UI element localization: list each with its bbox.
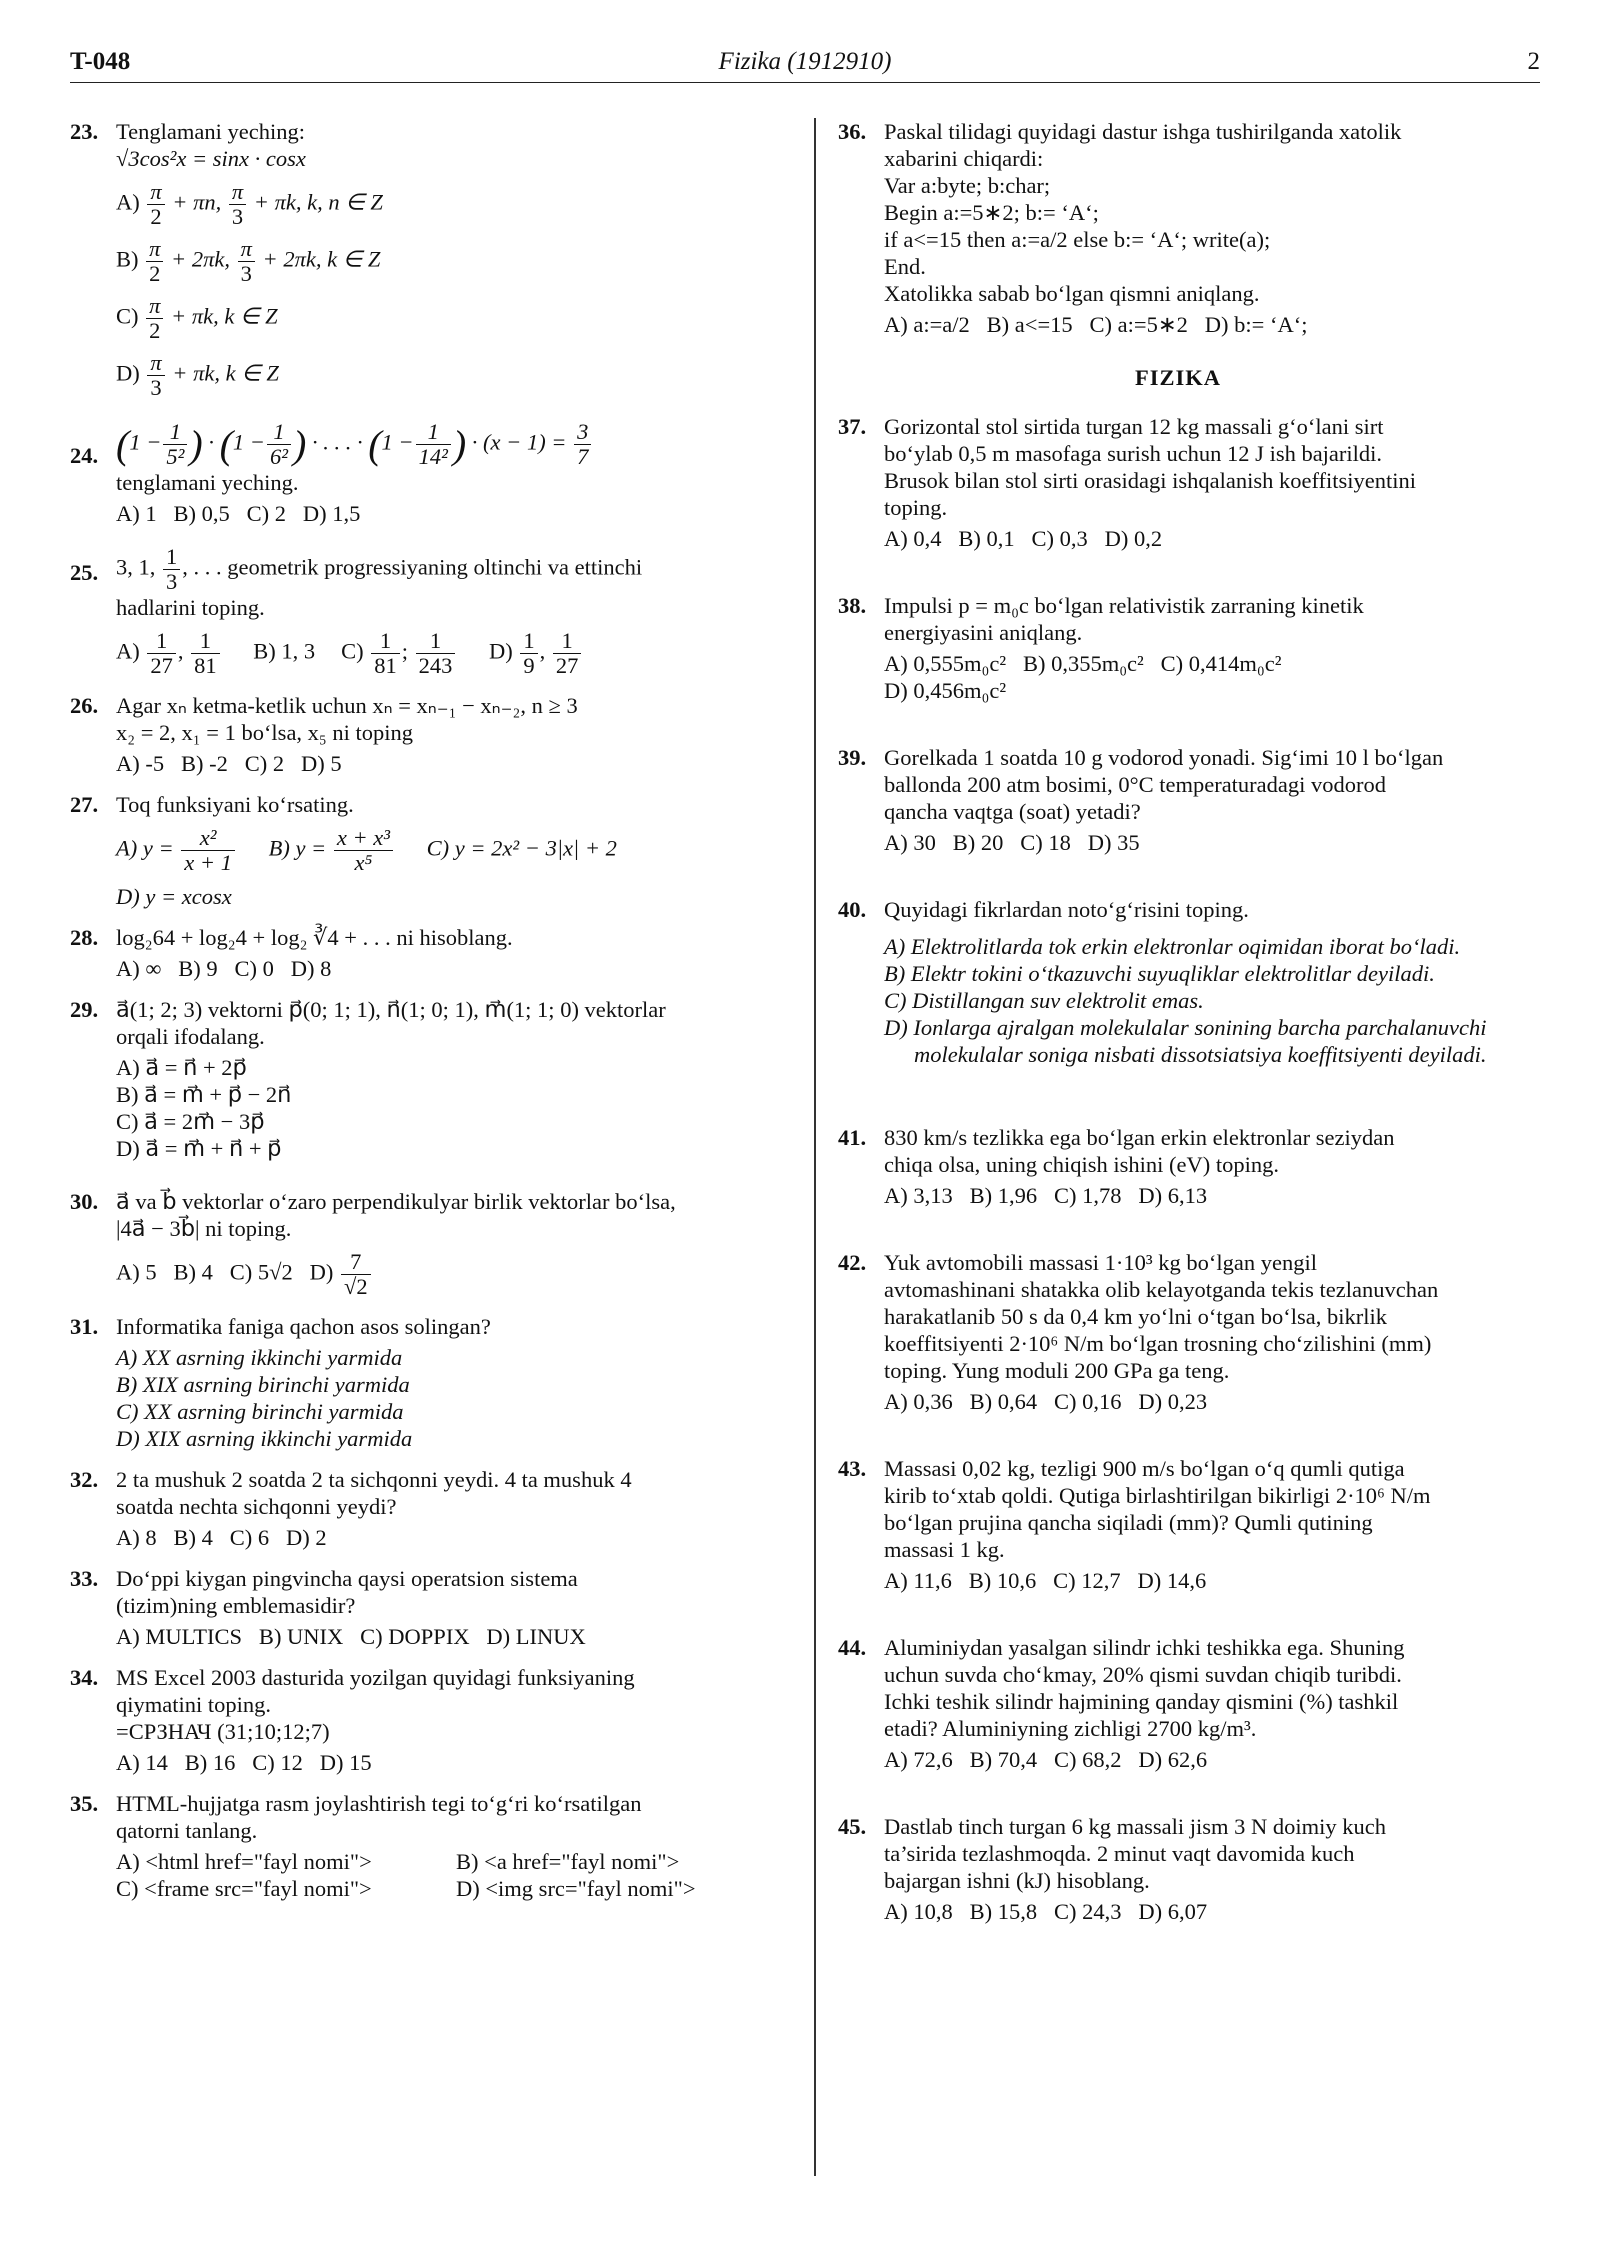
- question-39: 39. Gorelkada 1 soatda 10 g vodorod yonadi. Sig‘imi 10 l bo‘lgan ballonda 200 atm bosimi, 0°C temperaturadagi vodorod qancha vaqtga (soat) yetadi? A) 30 B) 20 C) 18 D) 35: [838, 744, 1518, 856]
- subject-title: Fizika (1912910): [718, 48, 892, 75]
- question-number: 23.: [70, 119, 99, 144]
- options[interactable]: A) MULTICS B) UNIX C) DOPPIX D) LINUX: [116, 1624, 586, 1649]
- right-column: [838, 118, 1518, 1939]
- column-divider: [814, 118, 816, 2176]
- question-30: 30. a⃗ va b⃗ vektorlar o‘zaro perpendikulyar birlik vektorlar bo‘lsa, |4a⃗ − 3b⃗| ni toping. A) 5 B) 4 C) 5√2 D) $\frac{7}{√2}$: [70, 1188, 780, 1299]
- left-column: [70, 118, 780, 1916]
- question-25: 25. 3, 1, $\frac{1}{3}$ , . . . geometrik progressiyaning oltinchi va ettinchi hadlarini toping. A) $\frac{1}{27}$ , $\frac{1}{81}$ B) 1, 3 C) $\frac{1}{81}$ ; $\frac{1}{243}$ D) $\frac{1}{9}$ , $\frac{1}{27}$: [70, 545, 780, 678]
- options[interactable]: A) 5 B) 4 C) 5√2 D) $\frac{7}{√2}$: [116, 1250, 780, 1299]
- question-number: 42.: [838, 1250, 867, 1275]
- question-38: 38. Impulsi p = m₀c bo‘lgan relativistik zarraning kinetik energiyasini aniqlang. A) 0,555m₀c² B) 0,355m₀c² C) 0,414m₀c² D) 0,456m₀c²: [838, 592, 1518, 704]
- options[interactable]: A) 11,6 B) 10,6 C) 12,7 D) 14,6: [884, 1568, 1207, 1593]
- question-number: 35.: [70, 1791, 99, 1816]
- question-number: 28.: [70, 925, 99, 950]
- test-code: T-048: [70, 48, 131, 75]
- question-number: 30.: [70, 1189, 99, 1214]
- option-c[interactable]: C) <frame src="fayl nomi">: [116, 1876, 372, 1901]
- options[interactable]: A) 0,36 B) 0,64 C) 0,16 D) 0,23: [884, 1389, 1208, 1414]
- question-27: 27. Toq funksiyani ko‘rsating. A) y = $\frac{\text{x²}}{x + 1}$ B) y = $\frac{\text{x + x³}}{\text{x⁵}}$ C) y = 2x² − 3|x| + 2 D) y = xcosx: [70, 791, 780, 910]
- options[interactable]: A) 3,13 B) 1,96 C) 1,78 D) 6,13: [884, 1183, 1208, 1208]
- question-number: 43.: [838, 1456, 867, 1481]
- option-a[interactable]: A) XX asrning ikkinchi yarmida: [116, 1345, 403, 1370]
- question-23: [70, 118, 780, 400]
- question-29: 29. a⃗(1; 2; 3) vektorni p⃗(0; 1; 1), n⃗(1; 0; 1), m⃗(1; 1; 0) vektorlar orqali ifodalang. A) a⃗ = n⃗ + 2p⃗ B) a⃗ = m⃗ + p⃗ − 2n⃗ C) a⃗ = 2m⃗ − 3p⃗ D) a⃗ = m⃗ + n⃗ + p⃗: [70, 996, 780, 1162]
- options[interactable]: A) 30 B) 20 C) 18 D) 35: [884, 830, 1140, 855]
- equation: √3cos²x = sinx · cosx: [116, 146, 306, 171]
- question-44: 44. Aluminiydan yasalgan silindr ichki teshikka ega. Shuning uchun suvda cho‘kmay, 20% qismi suvdan chiqib turibdi. Ichki teshik silindr hajmining qanday qismini (%) tashkil etadi? Aluminiyning zichligi 2700 kg/m³. A) 72,6 B) 70,4 C) 68,2 D) 62,6: [838, 1634, 1518, 1773]
- options-ab[interactable]: A) y = $\frac{\text{x²}}{x + 1}$ B) y = $\frac{\text{x + x³}}{\text{x⁵}}$ C) y = 2x² − 3|x| + 2: [116, 825, 617, 875]
- question-26: 26. Agar xₙ ketma-ketlik uchun xₙ = xₙ₋₁ − xₙ₋₂, n ≥ 3 x₂ = 2, x₁ = 1 bo‘lsa, x₅ ni toping A) -5 B) -2 C) 2 D) 5: [70, 692, 780, 777]
- question-number: 25.: [70, 560, 99, 585]
- question-text: tenglamani yeching.: [116, 470, 299, 495]
- question-number: 39.: [838, 745, 867, 770]
- options[interactable]: A) -5 B) -2 C) 2 D) 5: [116, 751, 342, 776]
- option-d[interactable]: D) $\frac{\pi}{3}$ + πk, k ∈ Z: [116, 350, 279, 400]
- option-d[interactable]: D) <img src="fayl nomi">: [456, 1876, 696, 1901]
- question-number: 38.: [838, 593, 867, 618]
- question-number: 36.: [838, 119, 867, 144]
- option-c[interactable]: C) Distillangan suv elektrolit emas.: [884, 988, 1204, 1013]
- question-36: 36. Paskal tilidagi quyidagi dastur ishga tushirilganda xatolik xabarini chiqardi: Var a:byte; b:char; Begin a:=5∗2; b:= ‘A‘; if a<=15 then a:=a/2 else b:= ‘A‘; write(a); End. Xatolikka sabab bo‘lgan qismni aniqlang. A) a:=a/2 B) a<=15 C) a:=5∗2 D) b:= ‘A‘;: [838, 118, 1518, 338]
- options[interactable]: A) 0,555m₀c² B) 0,355m₀c² C) 0,414m₀c²: [884, 651, 1282, 676]
- option-c[interactable]: C) a⃗ = 2m⃗ − 3p⃗: [116, 1109, 265, 1134]
- question-number: 29.: [70, 997, 99, 1022]
- option-b[interactable]: B) Elektr tokini o‘tkazuvchi suyuqliklar elektrolitlar deyiladi.: [884, 961, 1435, 986]
- page-header: [70, 48, 1540, 83]
- options[interactable]: A) ∞ B) 9 C) 0 D) 8: [116, 956, 332, 981]
- option-d[interactable]: D) 0,456m₀c²: [884, 678, 1007, 703]
- option-b[interactable]: B) $\frac{\pi}{2}$ + 2πk, $\frac{\pi}{3}$ + 2πk, k ∈ Z: [116, 236, 381, 286]
- options[interactable]: A) 72,6 B) 70,4 C) 68,2 D) 62,6: [884, 1747, 1208, 1772]
- options[interactable]: A) 1 B) 0,5 C) 2 D) 1,5: [116, 501, 361, 526]
- option-d[interactable]: D) Ionlarga ajralgan molekulalar sonining barcha parchalanuvchi molekulalar soniga nisbati dissotsiatsiya koeffitsiyenti deyiladi.: [884, 1015, 1487, 1067]
- product-equation: (1 − $\frac{1}{\text{5²}}$ ) · (1 − $\frac{1}{\text{6²}}$ ) · . . . · (1 − $\frac{1}{\text{14²}}$ ) · (x − 1) = $\frac{3}{7}$: [116, 420, 780, 469]
- question-number: 45.: [838, 1814, 867, 1839]
- question-number: 32.: [70, 1467, 99, 1492]
- question-28: 28. log₂64 + log₂4 + log₂ ∛4 + . . . ni hisoblang. A) ∞ B) 9 C) 0 D) 8: [70, 924, 780, 982]
- question-text: Tenglamani yeching:: [116, 119, 305, 144]
- question-45: 45. Dastlab tinch turgan 6 kg massali jism 3 N doimiy kuch ta’sirida tezlashmoqda. 2 minut vaqt davomida kuch bajargan ishni (kJ) hisoblang. A) 10,8 B) 15,8 C) 24,3 D) 6,07: [838, 1813, 1518, 1925]
- question-number: 40.: [838, 897, 867, 922]
- option-c[interactable]: C) $\frac{\pi}{2}$ + πk, k ∈ Z: [116, 293, 278, 343]
- options[interactable]: A) 0,4 B) 0,1 C) 0,3 D) 0,2: [884, 526, 1163, 551]
- question-32: 32. 2 ta mushuk 2 soatda 2 ta sichqonni yeydi. 4 ta mushuk 4 soatda nechta sichqonni yeydi? A) 8 B) 4 C) 6 D) 2: [70, 1466, 780, 1551]
- option-a[interactable]: A) <html href="fayl nomi">: [116, 1849, 372, 1874]
- question-43: 43. Massasi 0,02 kg, tezligi 900 m/s bo‘lgan o‘q qumli qutiga kirib to‘xtab qoldi. Qutiga birlashtirilgan bikirligi 2·10⁶ N/m bo‘lgan prujina qancha siqiladi (mm)? Qumli qutining massasi 1 kg. A) 11,6 B) 10,6 C) 12,7 D) 14,6: [838, 1455, 1518, 1594]
- question-number: 31.: [70, 1314, 99, 1339]
- option-a[interactable]: A) a⃗ = n⃗ + 2p⃗: [116, 1055, 247, 1080]
- question-41: 41. 830 km/s tezlikka ega bo‘lgan erkin elektronlar seziydan chiqa olsa, uning chiqish ishini (eV) toping. A) 3,13 B) 1,96 C) 1,78 D) 6,13: [838, 1124, 1518, 1209]
- option-b[interactable]: B) a⃗ = m⃗ + p⃗ − 2n⃗: [116, 1082, 292, 1107]
- options[interactable]: A) 14 B) 16 C) 12 D) 15: [116, 1750, 372, 1775]
- question-number: 24.: [70, 443, 99, 468]
- page-number: 2: [1527, 48, 1540, 75]
- question-33: 33. Do‘ppi kiygan pingvincha qaysi operatsion sistema (tizim)ning emblemasidir? A) MULTICS B) UNIX C) DOPPIX D) LINUX: [70, 1565, 780, 1650]
- question-number: 27.: [70, 792, 99, 817]
- options[interactable]: A) 10,8 B) 15,8 C) 24,3 D) 6,07: [884, 1899, 1208, 1924]
- question-24: [70, 420, 780, 527]
- question-35: 35. HTML-hujjatga rasm joylashtirish tegi to‘g‘ri ko‘rsatilgan qatorni tanlang. A) <html href="fayl nomi"> B) <a href="fayl nomi"> C) <frame src="fayl nomi"> D) <img src="fayl nomi">: [70, 1791, 696, 1901]
- option-a[interactable]: A) Elektrolitlarda tok erkin elektronlar oqimidan iborat bo‘ladi.: [884, 934, 1461, 959]
- options[interactable]: A) 8 B) 4 C) 6 D) 2: [116, 1525, 327, 1550]
- question-number: 26.: [70, 693, 99, 718]
- question-31: 31. Informatika faniga qachon asos solingan? A) XX asrning ikkinchi yarmida B) XIX asrning birinchi yarmida C) XX asrning birinchi yarmida D) XIX asrning ikkinchi yarmida: [70, 1313, 780, 1452]
- question-37: 37. Gorizontal stol sirtida turgan 12 kg massali g‘o‘lani sirt bo‘ylab 0,5 m masofaga surish uchun 12 J ish bajarildi. Brusok bilan stol sirti orasidagi ishqalanish koeffitsiyentini toping. A) 0,4 B) 0,1 C) 0,3 D) 0,2: [838, 413, 1518, 552]
- options[interactable]: A) $\frac{1}{27}$ , $\frac{1}{81}$ B) 1, 3 C) $\frac{1}{81}$ ; $\frac{1}{243}$ D) $\frac{1}{9}$ , $\frac{1}{27}$: [116, 629, 780, 678]
- option-a[interactable]: A) $\frac{\pi}{2}$ + πn, $\frac{\pi}{3}$ + πk, k, n ∈ Z: [116, 179, 383, 229]
- option-b[interactable]: B) <a href="fayl nomi">: [456, 1849, 680, 1874]
- section-title: FIZIKA: [1134, 365, 1221, 390]
- question-40: 40. Quyidagi fikrlardan noto‘g‘risini toping. A) Elektrolitlarda tok erkin elektronlar oqimidan iborat bo‘ladi. B) Elektr tokini o‘tkazuvchi suyuqliklar elektrolitlar deyiladi. C) Distillangan suv elektrolit emas. D) Ionlarga ajralgan molekulalar sonining barcha parchalanuvchi molekulalar soniga nisbati dissotsiatsiya koeffitsiyenti deyiladi.: [838, 896, 1518, 1068]
- question-number: 44.: [838, 1635, 867, 1660]
- option-d[interactable]: D) XIX asrning ikkinchi yarmida: [116, 1426, 413, 1451]
- question-number: 34.: [70, 1665, 99, 1690]
- question-text: 3, 1, $\frac{1}{3}$ , . . . geometrik progressiyaning oltinchi va ettinchi: [116, 544, 643, 594]
- options[interactable]: A) a:=a/2 B) a<=15 C) a:=5∗2 D) b:= ‘A‘;: [884, 312, 1308, 337]
- question-number: 37.: [838, 414, 867, 439]
- option-d[interactable]: D) a⃗ = m⃗ + n⃗ + p⃗: [116, 1136, 282, 1161]
- question-number: 41.: [838, 1125, 867, 1150]
- question-42: 42. Yuk avtomobili massasi 1·10³ kg bo‘lgan yengil avtomashinani shatakka olib kelayotganda tekis tezlanuvchan harakatlanib 50 s da 0,4 km yo‘lni o‘tgan bo‘lsa, bikrlik koeffitsiyenti 2·10⁶ N/m bo‘lgan trosning cho‘zilishini (mm) toping. Yung moduli 200 GPa ga teng. A) 0,36 B) 0,64 C) 0,16 D) 0,23: [838, 1249, 1518, 1415]
- question-34: 34. MS Excel 2003 dasturida yozilgan quyidagi funksiyaning qiymatini toping. =СРЗНАЧ (31;10;12;7) A) 14 B) 16 C) 12 D) 15: [70, 1664, 780, 1776]
- option-c[interactable]: C) XX asrning birinchi yarmida: [116, 1399, 404, 1424]
- option-d[interactable]: D) y = xcosx: [116, 884, 232, 909]
- option-b[interactable]: B) XIX asrning birinchi yarmida: [116, 1372, 410, 1397]
- question-number: 33.: [70, 1566, 99, 1591]
